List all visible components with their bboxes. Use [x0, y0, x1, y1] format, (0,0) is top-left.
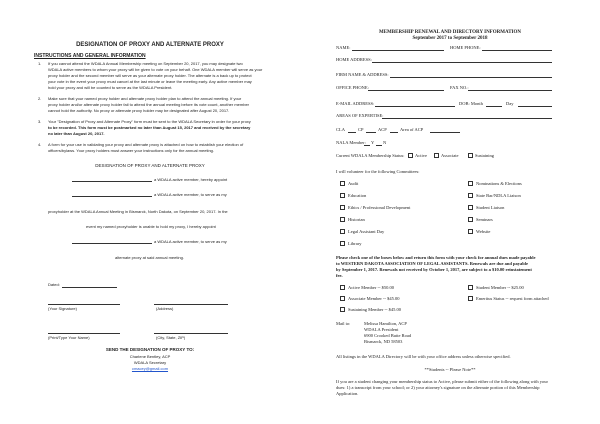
- sentence-1: a WDALA active member, hereby appoint: [154, 177, 228, 182]
- item-line: your vote in the event your proxy must cancel at the last minute or leave the meeting early. Any active member may: [48, 79, 252, 84]
- home-phone-label: HOME PHONE:: [450, 45, 481, 50]
- signature-line[interactable]: [48, 304, 120, 305]
- cert-cla-field[interactable]: [348, 132, 356, 133]
- status-active-checkbox[interactable]: [408, 153, 413, 158]
- send-line: Charlene Bentley, ACP: [129, 354, 171, 359]
- status-associate-label: Associate: [441, 153, 459, 158]
- fax-field[interactable]: [468, 90, 552, 91]
- sentence-4: event my named proxyholder is unable to hold my proxy, I hereby appoint: [86, 224, 216, 229]
- committee-library-checkbox[interactable]: [340, 241, 345, 246]
- item-line: Your "Designation of Proxy and Alternate Proxy" form must be sent to the WDALA Secretary in order for your proxy: [48, 119, 251, 124]
- mail-line: Melissa Hamilton, ACP: [364, 321, 407, 326]
- item-number: 2.: [38, 96, 42, 101]
- address-label: (Address): [156, 306, 174, 311]
- send-heading: SEND THE DESIGNATION OF PROXY TO:: [105, 347, 195, 352]
- city-state-zip-line[interactable]: [154, 333, 228, 334]
- students-note: **Students -- Please Note**: [424, 367, 476, 372]
- committee-legal-assistant-day-checkbox[interactable]: [340, 229, 345, 234]
- dues-associate-checkbox[interactable]: [340, 296, 345, 301]
- item-line: WDALA active members to whom your proxy will be given to vote on your behalf. One WDALA member will serve as your: [48, 67, 263, 72]
- city-state-zip-label: (City, State, ZIP): [156, 335, 186, 340]
- mail-line: WDALA President: [364, 327, 399, 332]
- proxyholder-name-line[interactable]: [72, 196, 152, 197]
- fax-label: FAX NO.:: [450, 85, 469, 90]
- cert-acp-label: ACP: [378, 127, 387, 132]
- dues-text-line: to WESTERN DAKOTA ASSOCIATION OF LEGAL ASSISTANTS. Renewals are due and payable: [336, 261, 528, 266]
- volunteer-heading: I will volunteer for the following Committees:: [336, 169, 420, 174]
- committee-historian-checkbox[interactable]: [340, 217, 345, 222]
- dob-day-label: Day: [506, 101, 514, 106]
- address-line[interactable]: [154, 304, 228, 305]
- areas-label: AREAS OF EXPERTISE:: [336, 113, 384, 118]
- dues-option-label: Emeritus Status -- request form attached: [476, 296, 549, 301]
- item-line: proxy holder and the second member will serve as your alternate proxy holder. The alternate is a back up to protect: [48, 73, 252, 78]
- status-associate-checkbox[interactable]: [434, 153, 439, 158]
- cert-cla-label: CLA: [336, 127, 345, 132]
- dob-day-field[interactable]: [518, 106, 552, 107]
- committee-education-checkbox[interactable]: [340, 193, 345, 198]
- membership-period: September 2017 to September 2018: [412, 36, 488, 41]
- dues-option-label: Student Member -- $25.00: [476, 285, 524, 290]
- membership-title: MEMBERSHIP RENEWAL AND DIRECTORY INFORMATION: [379, 30, 521, 35]
- name-label: NAME:: [336, 45, 351, 50]
- committee-label: Nominations & Elections: [476, 181, 522, 186]
- committee-label: Library: [348, 241, 362, 246]
- students-text-line: If you are a student changing your membership status to Active, please submit either of the following along with your: [336, 379, 548, 384]
- dated-label: Dated:: [48, 282, 60, 287]
- dues-text-line: Please check one of the boxes below and return this form with your check for annual dues made payable: [336, 255, 536, 260]
- committee-label: Audit: [348, 181, 359, 186]
- mail-line: 6900 Crooked Butte Road: [364, 333, 412, 338]
- dated-line[interactable]: [62, 287, 117, 288]
- dues-text-line: fee.: [336, 273, 343, 278]
- committee-audit-checkbox[interactable]: [340, 181, 345, 186]
- membership-form-page: [300, 0, 600, 424]
- committee-label: Ethics / Professional Development: [348, 205, 411, 210]
- committee-label: Website: [476, 229, 491, 234]
- proxy-form-title: DESIGNATION OF PROXY AND ALTERNATE PROXY: [76, 42, 224, 48]
- dues-active-checkbox[interactable]: [340, 285, 345, 290]
- committee-label: State Bar/NDLA Liaison: [476, 193, 521, 198]
- nala-y-field[interactable]: [364, 145, 370, 146]
- firm-name-field[interactable]: [390, 77, 552, 78]
- form-title: DESIGNATION OF PROXY AND ALTERNATE PROXY: [95, 163, 205, 168]
- alternate-name-line[interactable]: [72, 243, 152, 244]
- cert-area-field[interactable]: [430, 132, 460, 133]
- item-number: 3.: [38, 119, 42, 124]
- committee-label: Education: [348, 193, 367, 198]
- sentence-6: alternate proxy at said annual meeting.: [115, 255, 184, 260]
- committee-nominations-checkbox[interactable]: [468, 181, 473, 186]
- committee-seminars-checkbox[interactable]: [468, 217, 473, 222]
- home-address-label: HOME ADDRESS:: [336, 57, 372, 62]
- item-line: proxy holder and/or alternate proxy holder fail to attend the annual meeting before its vote count, another member: [48, 102, 250, 107]
- cert-acp-field[interactable]: [390, 132, 398, 133]
- nala-label: NALA Member:: [336, 140, 366, 145]
- committee-label: Legal Assistant Day: [348, 229, 385, 234]
- office-phone-label: OFFICE PHONE:: [336, 85, 369, 90]
- areas-field[interactable]: [382, 118, 552, 119]
- committee-label: Seminars: [476, 217, 493, 222]
- item-number: 1.: [38, 61, 42, 66]
- dues-option-label: Associate Member -- $45.00: [348, 296, 400, 301]
- current-status-label: Current WDALA Membership Status:: [336, 153, 405, 158]
- send-line: WDALA Secretary: [133, 360, 167, 365]
- committee-website-checkbox[interactable]: [468, 229, 473, 234]
- cert-area-label: Area of ACP: [400, 127, 424, 132]
- dues-option-label: Active Member -- $50.00: [348, 285, 394, 290]
- nala-n-field[interactable]: [376, 145, 382, 146]
- students-text-line: dues: 1) a transcript from your school; or 2) your attorney's signature on the alternate portion of this Membership: [336, 385, 540, 390]
- committee-ethics-checkbox[interactable]: [340, 205, 345, 210]
- students-text-line: Application.: [336, 391, 359, 396]
- home-phone-field[interactable]: [482, 50, 552, 51]
- committee-state-bar-checkbox[interactable]: [468, 193, 473, 198]
- home-address-field[interactable]: [372, 62, 552, 63]
- name-field[interactable]: [352, 50, 444, 51]
- nala-y: Y: [371, 140, 375, 145]
- item-line: officers/bylaws. Your proxy holders must answer your instructions only for the annual meeting.: [48, 148, 215, 153]
- status-active-label: Active: [415, 153, 427, 158]
- cert-cp-field[interactable]: [366, 132, 376, 133]
- instructions-heading: INSTRUCTIONS AND GENERAL INFORMATION: [34, 53, 146, 59]
- proxy-name-line[interactable]: [72, 181, 152, 182]
- email-label: E-MAIL ADDRESS:: [336, 101, 375, 106]
- item-line: A form for your use in validating your proxy and alternate proxy is attached on how to establish your election of: [48, 142, 244, 147]
- email-field[interactable]: [375, 106, 455, 107]
- nala-n: N: [383, 140, 387, 145]
- send-email-link[interactable]: cmacey@gmail.com: [131, 366, 169, 371]
- committee-label: Historian: [348, 217, 365, 222]
- dues-student-checkbox[interactable]: [468, 285, 473, 290]
- sentence-2: a WDALA active member, to serve as my: [154, 192, 227, 197]
- item-line: no later than August 20, 2017.: [48, 131, 105, 136]
- item-line: to be recorded. This form must be postmarked no later than August 15, 2017 and received by the secretary: [48, 125, 251, 130]
- item-line: cannot hold the authority. No proxy or alternate proxy holder may be designated after August 20, 2017.: [48, 108, 230, 113]
- dues-sustaining-checkbox[interactable]: [340, 307, 345, 312]
- status-sustaining-label: Sustaining: [475, 153, 495, 158]
- item-line: Make sure that your named proxy holder and alternate proxy holder plan to attend the annual meeting. If your: [48, 96, 242, 101]
- signature-label: (Your Signature): [48, 306, 77, 311]
- print-name-label: (Print/Type Your Name): [48, 335, 90, 340]
- mail-label: Mail to:: [336, 321, 351, 326]
- print-name-line[interactable]: [48, 333, 120, 334]
- dues-text-line: by September 1, 2017. Renewals not received by October 1, 2017, are subject to a $10.00 reinstatement: [336, 267, 532, 272]
- firm-name-label: FIRM NAME & ADDRESS:: [336, 72, 389, 77]
- cert-cp-label: CP: [358, 127, 364, 132]
- dob-label: DOB: Month: [459, 101, 483, 106]
- item-line: If you cannot attend the WDALA Annual Membership meeting on September 20, 2017, you may designate two: [48, 61, 243, 66]
- item-line: hold your proxy and will be counted to serve as the WDALA President.: [48, 85, 173, 90]
- office-phone-field[interactable]: [368, 90, 444, 91]
- sentence-5: a WDALA active member, to serve as my: [154, 239, 227, 244]
- status-sustaining-checkbox[interactable]: [468, 153, 473, 158]
- sentence-3: proxyholder at the WDALA Annual Meeting in Bismarck, North Dakota, on September 20, 2017. In the: [48, 209, 228, 214]
- listing-note: All listings in the WDALA Directory will be with your office address unless otherwise specified.: [336, 354, 511, 359]
- item-number: 4.: [38, 142, 42, 147]
- dues-option-label: Sustaining Member -- $45.00: [348, 307, 401, 312]
- mail-line: Bismarck, ND 58503: [364, 339, 403, 344]
- dues-emeritus-checkbox[interactable]: [468, 296, 473, 301]
- committee-student-liaison-checkbox[interactable]: [468, 205, 473, 210]
- dob-month-field[interactable]: [486, 106, 502, 107]
- committee-label: Student Liaison: [476, 205, 505, 210]
